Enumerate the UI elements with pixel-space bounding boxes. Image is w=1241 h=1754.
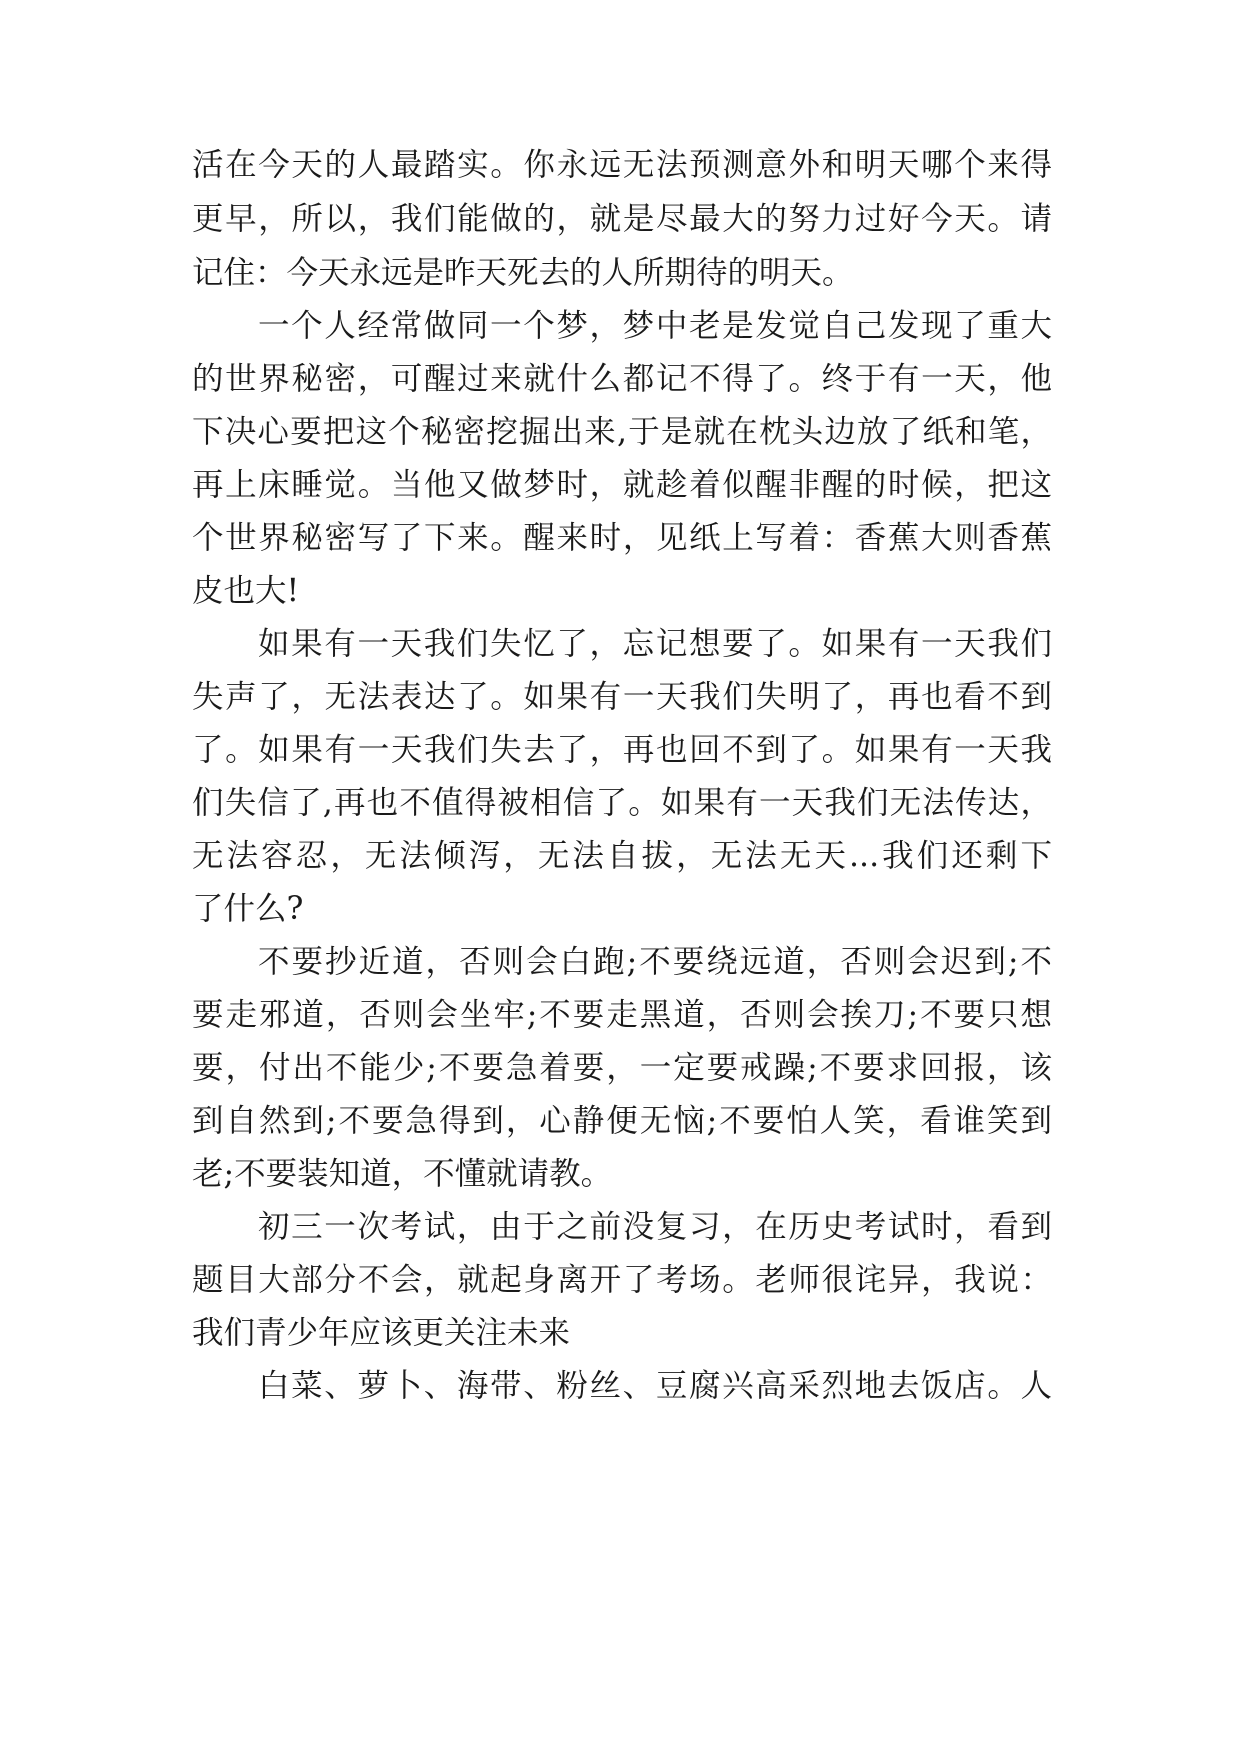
text-line: 再上床睡觉。当他又做梦时，就趁着似醒非醒的时候，把这 xyxy=(192,467,1052,503)
text-line: 如果有一天我们失忆了，忘记想要了。如果有一天我们 xyxy=(258,626,1052,662)
text-line: 白菜、萝卜、海带、粉丝、豆腐兴高采烈地去饭店。人 xyxy=(258,1368,1052,1404)
text-line: 记住：今天永远是昨天死去的人所期待的明天。 xyxy=(192,255,854,291)
text-line: 了。如果有一天我们失去了，再也回不到了。如果有一天我 xyxy=(192,732,1052,768)
text-line: 我们青少年应该更关注未来 xyxy=(192,1315,571,1351)
text-line: 无法容忍，无法倾泻，无法自拔，无法无天...我们还剩下 xyxy=(192,838,1052,874)
text-line: 失声了，无法表达了。如果有一天我们失明了，再也看不到 xyxy=(192,679,1052,715)
text-line: 们失信了,再也不值得被相信了。如果有一天我们无法传达， xyxy=(192,785,1052,821)
text-line: 活在今天的人最踏实。你永远无法预测意外和明天哪个来得 xyxy=(192,147,1052,183)
text-line: 更早，所以，我们能做的，就是尽最大的努力过好今天。请 xyxy=(192,201,1052,237)
text-line: 了什么? xyxy=(192,891,304,927)
text-line: 要走邪道，否则会坐牢;不要走黑道，否则会挨刀;不要只想 xyxy=(192,997,1052,1033)
text-line: 皮也大! xyxy=(192,573,300,609)
text-line: 的世界秘密，可醒过来就什么都记不得了。终于有一天，他 xyxy=(192,361,1052,397)
text-line: 初三一次考试，由于之前没复习，在历史考试时，看到 xyxy=(258,1209,1052,1245)
text-line: 题目大部分不会，就起身离开了考场。老师很诧异，我说： xyxy=(192,1262,1052,1298)
text-line: 下决心要把这个秘密挖掘出来,于是就在枕头边放了纸和笔， xyxy=(192,414,1052,450)
text-line: 要，付出不能少;不要急着要，一定要戒躁;不要求回报，该 xyxy=(192,1050,1052,1086)
text-line: 到自然到;不要急得到，心静便无恼;不要怕人笑，看谁笑到 xyxy=(192,1103,1052,1139)
text-line: 一个人经常做同一个梦，梦中老是发觉自己发现了重大 xyxy=(258,308,1052,344)
text-line: 个世界秘密写了下来。醒来时，见纸上写着：香蕉大则香蕉 xyxy=(192,520,1052,556)
text-line: 老;不要装知道，不懂就请教。 xyxy=(192,1156,613,1192)
text-line: 不要抄近道，否则会白跑;不要绕远道，否则会迟到;不 xyxy=(258,944,1052,980)
